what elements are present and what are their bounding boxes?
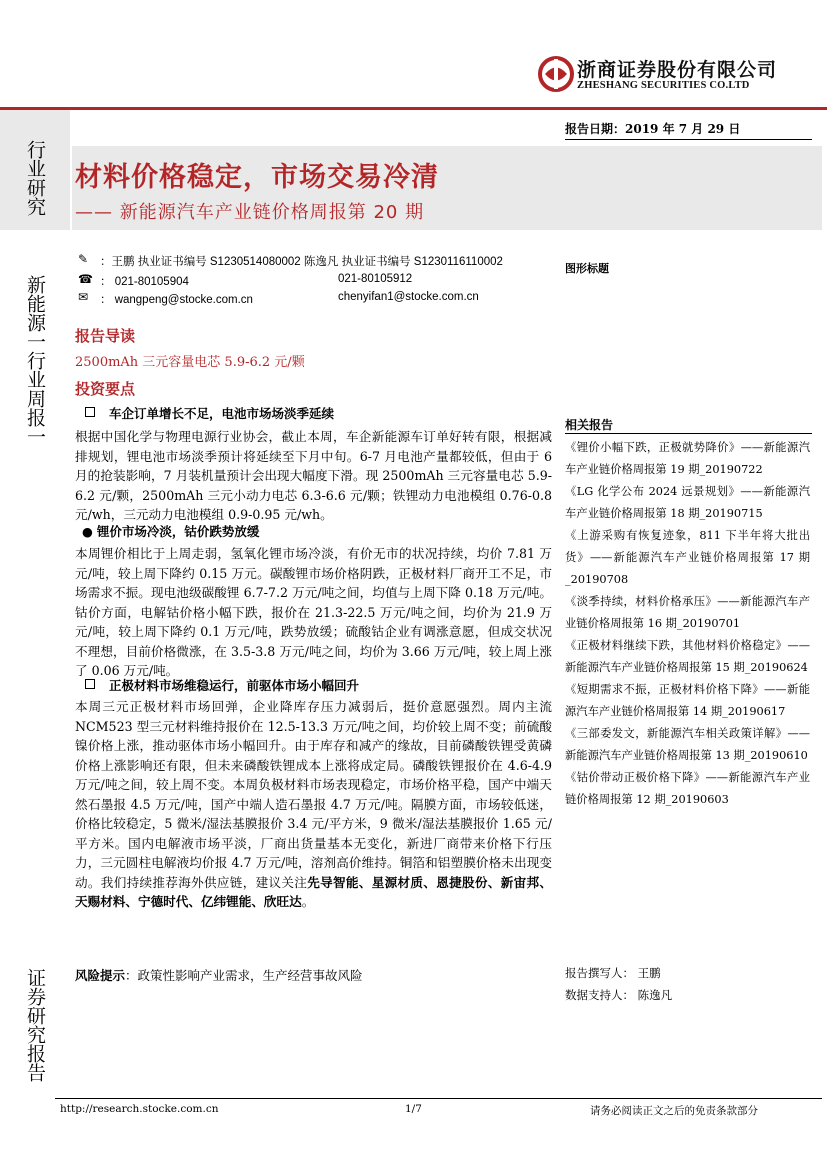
intro-heading: 报告导读 xyxy=(75,327,136,345)
analyst-info: ：王鹏 执业证书编号 S1230514080002 陈逸凡 执业证书编号 S1230116110002 xyxy=(100,256,503,268)
related-heading: 相关报告 xyxy=(565,418,614,432)
phone-1: ： 021-80105904 xyxy=(100,276,189,288)
risk-warning xyxy=(75,966,363,984)
related-item[interactable]: 《淡季持续，材料价格承压》——新能源汽车产业链价格周报第 16 期_20190701 xyxy=(565,595,810,630)
bullet-square-icon xyxy=(85,407,95,417)
date-rule xyxy=(565,139,812,140)
footer-disclaimer: 请务必阅读正文之后的免责条款部分 xyxy=(590,1105,758,1117)
phone-2: 021-80105912 xyxy=(338,273,413,285)
sidebar-bottom-label: 证券研究报告 xyxy=(24,968,46,1082)
related-item[interactable]: 《LG 化学公布 2024 远景规划》——新能源汽车产业链价格周报第 18 期_20190715 xyxy=(565,485,810,520)
sidebar-category: 行业研究 xyxy=(24,139,46,216)
bullet-dot-icon: ● xyxy=(82,524,93,539)
company-name-cn: 浙商证券股份有限公司 xyxy=(577,59,778,81)
intro-text: 2500mAh 三元容量电芯 5.9-6.2 元/颗 xyxy=(75,355,305,370)
related-item[interactable]: 《三部委发文，新能源汽车相关政策详解》——新能源汽车产业链价格周报第 13 期_20190610 xyxy=(565,727,810,762)
invest-heading: 投资要点 xyxy=(75,380,136,398)
section-2-title-text: 锂价市场冷淡，钴价跌势放缓 xyxy=(96,524,260,539)
page-number: 1/7 xyxy=(405,1103,422,1115)
zheshang-logo-icon xyxy=(537,55,575,93)
section-1-body: 根据中国化学与物理电源行业协会，截止本周，车企新能源车订单好转有限，根据减排规划，锂电池市场淡季预计将延续至下月中旬。6-7 月电池产量都较低，但由于 6 月的抢装影响，7 月装机量预计会出现大幅度下滑。现 2500mAh 三元容量电芯 5.9-6.2 元/颗，2500mAh 三元小动力电芯 6.3-6.6 元/颗；铁锂动力电池模组 0.76-0.8 元/wh，三元动力电池模组 0.9-0.95 元/wh。 xyxy=(75,429,552,522)
email-2[interactable]: chenyifan1@stocke.com.cn xyxy=(338,291,479,303)
bullet-square-icon xyxy=(85,679,95,689)
pen-icon: ✎ xyxy=(78,252,89,266)
related-item[interactable]: 《钴价带动正极价格下降》——新能源汽车产业链价格周报第 12 期_20190603 xyxy=(565,771,810,806)
company-name-en: ZHESHANG SECURITIES CO.LTD xyxy=(577,80,750,91)
report-date: 报告日期：2019 年 7 月 29 日 xyxy=(565,122,741,136)
footer-url[interactable]: http://research.stocke.com.cn xyxy=(60,1103,219,1115)
report-author: 报告撰写人： 王鹏 xyxy=(565,966,661,980)
related-item[interactable]: 《正极材料继续下跌，其他材料价格稳定》——新能源汽车产业链价格周报第 15 期_20190624 xyxy=(565,639,810,674)
related-list xyxy=(565,437,810,811)
phone-icon: ☎ xyxy=(78,272,93,286)
section-3-body-end: 。 xyxy=(301,894,315,909)
related-rule xyxy=(565,433,812,434)
related-item[interactable]: 《锂价小幅下跌，正极就势降价》——新能源汽车产业链价格周报第 19 期_20190722 xyxy=(565,441,810,476)
header-rule xyxy=(0,107,827,110)
section-1-title xyxy=(85,404,334,422)
related-item[interactable]: 《上游采购有恢复迹象，811 下半年将大批出货》——新能源汽车产业链价格周报第 17 期_20190708 xyxy=(565,529,810,586)
data-supporter: 数据支持人： 陈逸凡 xyxy=(565,988,673,1002)
figure-title: 图形标题 xyxy=(565,262,609,275)
page-title: 材料价格稳定，市场交易冷清 xyxy=(75,162,439,193)
mail-icon: ✉ xyxy=(78,290,89,304)
page-subtitle: —— 新能源汽车产业链价格周报第 20 期 xyxy=(75,202,425,223)
section-3-body xyxy=(75,697,552,912)
sidebar-industry: 新能源一行业周报一 xyxy=(24,274,46,446)
risk-label: 风险提示 xyxy=(75,968,126,983)
risk-text: ：政策性影响产业需求，生产经营事故风险 xyxy=(125,968,363,983)
recommended-stocks: 先导智能、星源材质、恩捷股份、新宙邦、天赐材料、宁德时代、亿纬锂能、欣旺达 xyxy=(75,874,553,909)
section-3-title-text: 正极材料市场维稳运行，前驱体市场小幅回升 xyxy=(109,678,360,693)
section-3-body-text: 本周三元正极材料市场回弹，企业降库存压力减弱后，挺价意愿强烈。周内主流 NCM523 型三元材料维持报价在 12.5-13.3 万元/吨之间，均价较上周不变；前硫酸镍价格上涨，推动驱体市场小幅回升。由于库存和减产的缘故，目前磷酸铁锂受黄磷价格上涨影响还有限，但未来磷酸铁锂成本上涨将成定局。磷酸铁锂报价在 4.6-4.9 万元/吨之间，较上周不变。本周负极材料市场表现稳定，市场价格平稳，国产中端天然石墨报 4.5 万元/吨，国产中端人造石墨报 4.7 万元/吨。隔膜方面，市场较低迷，价格比较稳定，5 微米/湿法基膜报价 3.4 元/平方米，9 微米/湿法基膜报价 1.65 元/平方米。国内电解液市场平淡，厂商出货量基本无变化，新进厂商带来价格下行压力，三元圆柱电解液均价报 4.7 万元/吨，溶剂高价维持。铜箔和铝塑膜价格未出现变动。我们持续推荐海外供应链，建议关注 xyxy=(75,699,552,890)
email-1[interactable]: ： wangpeng@stocke.com.cn xyxy=(100,294,253,306)
related-item[interactable]: 《短期需求不振，正极材料价格下降》——新能源汽车产业链价格周报第 14 期_20190617 xyxy=(565,683,810,718)
section-2-body: 本周锂价相比于上周走弱，氢氧化锂市场冷淡，有价无市的状况持续，均价 7.81 万元/吨，较上周下降约 0.15 万元。碳酸锂市场价格阴跌，正极材料厂商开工不足，市场需求不振。现电池级碳酸锂 6.7-7.2 万元/吨之间，均值与上周下降 0.18 万元/吨。钴价方面，电解钴价格小幅下跌，报价在 21.3-22.5 万元/吨之间，均价为 21.9 万元/吨，较上周下降约 0.1 万元/吨，跌势放缓；硫酸钴企业有调涨意愿，但成交状况不理想，目前价格微涨，在 3.5-3.8 万元/吨之间，均价为 3.66 万元/吨，较上周上涨了 0.06 万元/吨。 xyxy=(75,546,552,678)
footer-rule xyxy=(55,1098,822,1099)
section-3-title xyxy=(85,676,359,694)
section-2-title xyxy=(82,522,259,540)
section-1-title-text: 车企订单增长不足，电池市场场淡季延续 xyxy=(109,406,335,421)
